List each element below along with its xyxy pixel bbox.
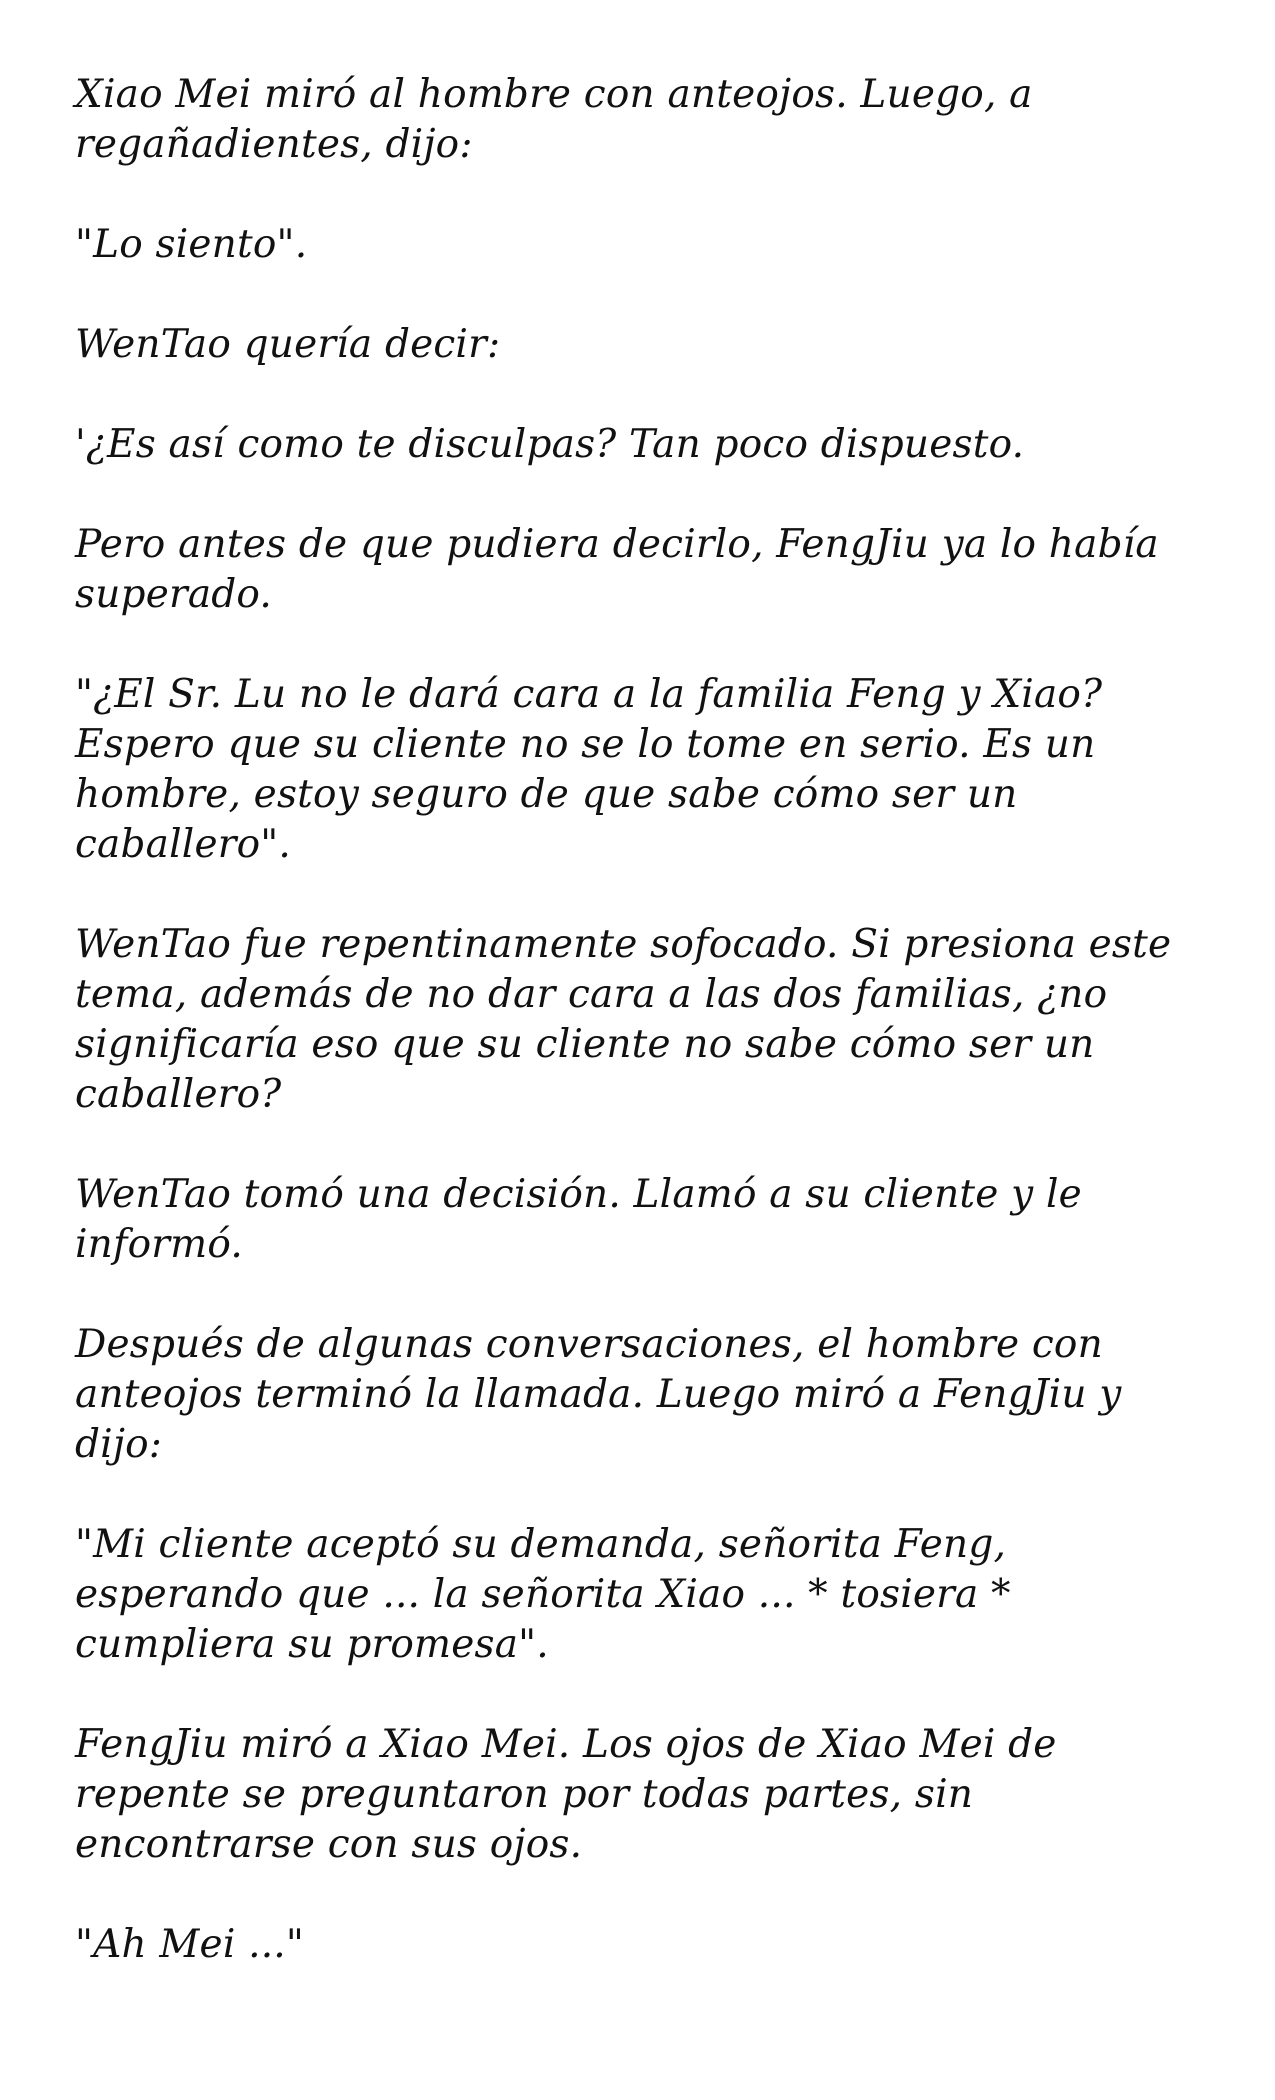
paragraph-1: Xiao Mei miró al hombre con anteojos. Luego, a regañadientes, dijo: [75, 72, 1033, 167]
document-body [75, 70, 1215, 2020]
paragraph-5: Pero antes de que pudiera decirlo, FengJiu ya lo había superado. [75, 522, 1159, 617]
paragraph-8: WenTao tomó una decisión. Llamó a su cliente y le informó. [75, 1172, 1082, 1267]
paragraph-12: "Ah Mei ..." [75, 1922, 305, 1967]
paragraph-10: "Mi cliente aceptó su demanda, señorita Feng, esperando que ... la señorita Xiao ... * tosiera * cumpliera su promesa". [75, 1522, 1011, 1667]
paragraph-4: '¿Es así como te disculpas? Tan poco dispuesto. [75, 422, 1025, 467]
paragraph-11: FengJiu miró a Xiao Mei. Los ojos de Xiao Mei de repente se preguntaron por todas partes, sin encontrarse con sus ojos. [75, 1722, 1057, 1867]
paragraph-2: "Lo siento". [75, 222, 308, 267]
paragraph-3: WenTao quería decir: [75, 322, 501, 367]
paragraph-9: Después de algunas conversaciones, el hombre con anteojos terminó la llamada. Luego miró a FengJiu y dijo: [75, 1322, 1122, 1467]
paragraph-6: "¿El Sr. Lu no le dará cara a la familia Feng y Xiao? Espero que su cliente no se lo tome en serio. Es un hombre, estoy seguro de que sabe cómo ser un caballero". [75, 672, 1103, 867]
paragraph-7: WenTao fue repentinamente sofocado. Si presiona este tema, además de no dar cara a las dos familias, ¿no significaría eso que su cliente no sabe cómo ser un caballero? [75, 922, 1172, 1117]
